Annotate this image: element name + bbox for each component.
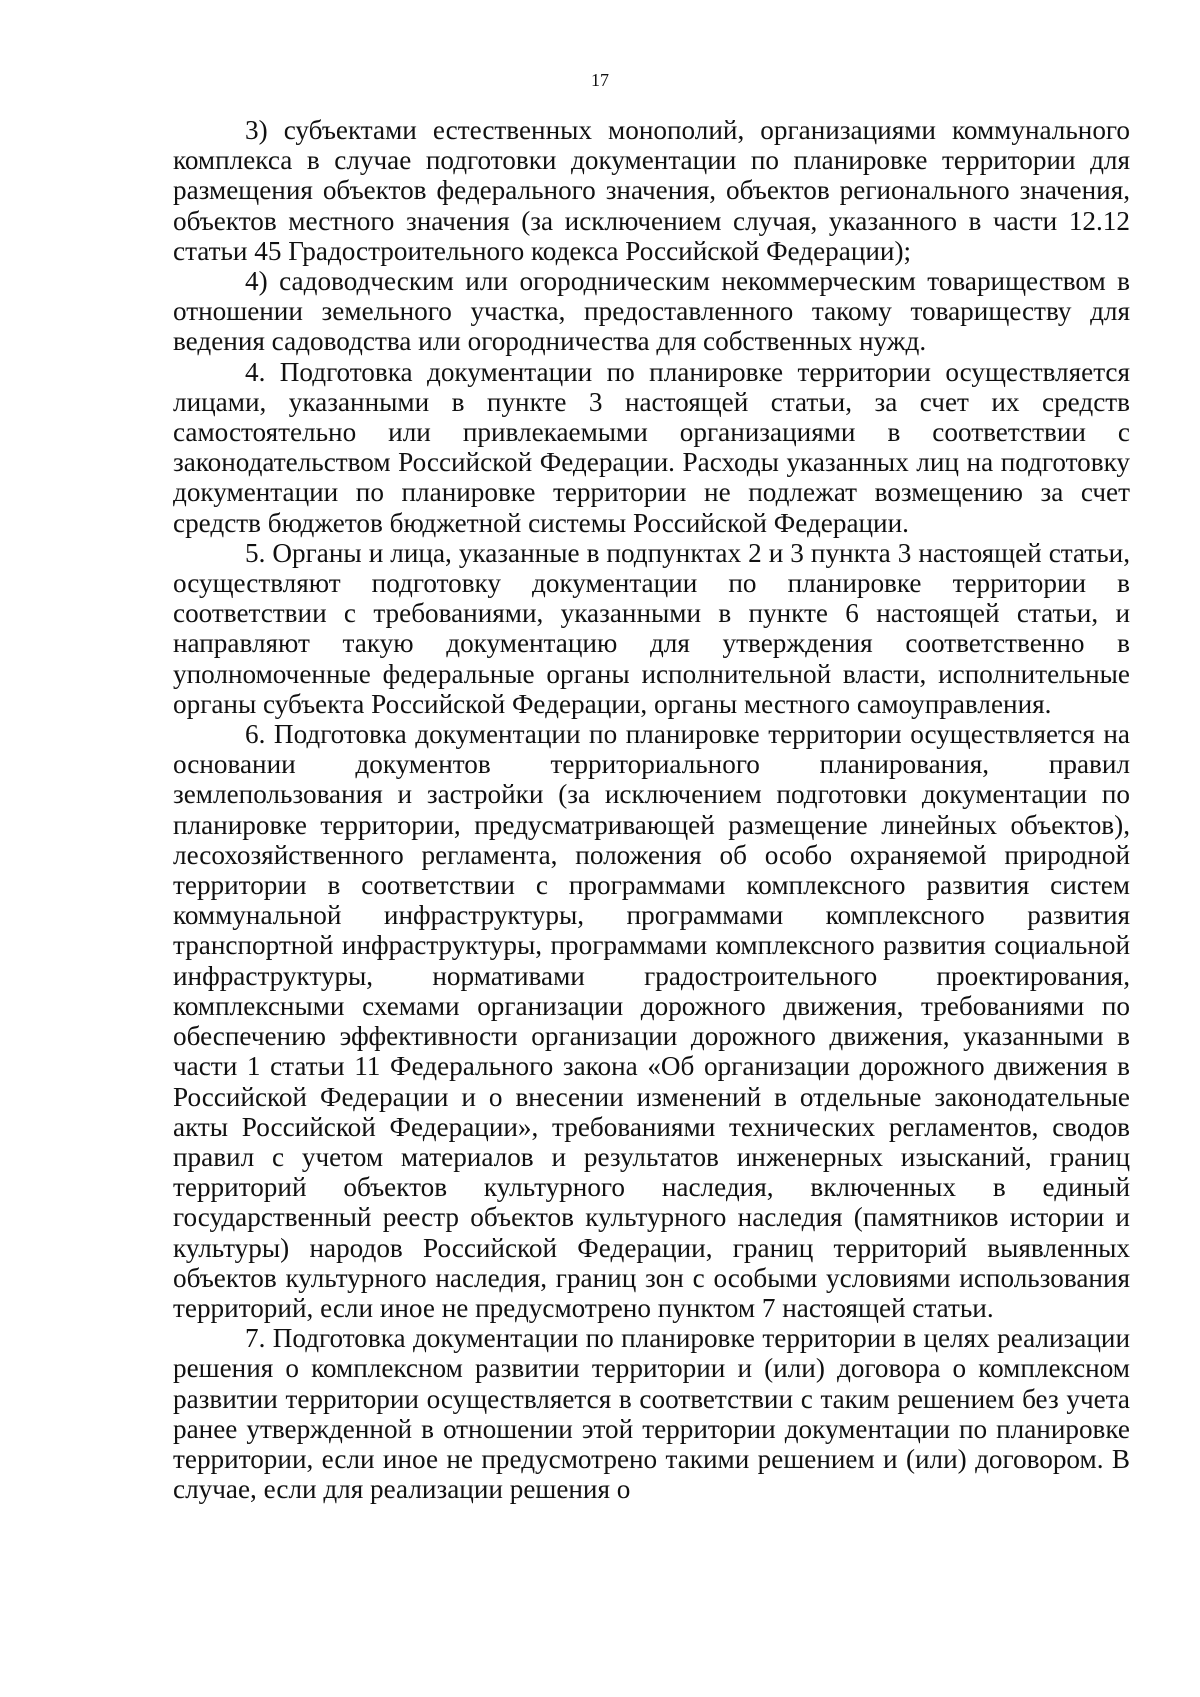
paragraph-clause-5: 5. Органы и лица, указанные в подпунктах 2 и 3 пункта 3 настоящей статьи, осуществляют подготовку документации по планировке территории в соответствии с требованиями, указанными в пункте 6 настоящей статьи, и направляют такую документацию для утверждения соответственно в уполномоченные федеральные органы исполнительной власти, исполнительные органы субъекта Российской Федерации, органы местного самоуправления. <box>173 537 1130 719</box>
paragraph-clause-4: 4. Подготовка документации по планировке территории осуществляется лицами, указанными в пункте 3 настоящей статьи, за счет их средств самостоятельно или привлекаемыми организациями в соответствии с законодательством Российской Федерации. Расходы указанных лиц на подготовку документации по планировке территории не подлежат возмещению за счет средств бюджетов бюджетной системы Российской Федерации. <box>173 356 1130 538</box>
paragraph-clause-6: 6. Подготовка документации по планировке территории осуществляется на основании документов территориального планирования, правил землепользования и застройки (за исключением подготовки документации по планировке территории, предусматривающей размещение линейных объектов), лесохозяйственного регламента, положения об особо охраняемой природной территории в соответствии с программами комплексного развития систем коммунальной инфраструктуры, программами комплексного развития транспортной инфраструктуры, программами комплексного развития социальной инфраструктуры, нормативами градостроительного проектирования, комплексными схемами организации дорожного движения, требованиями по обеспечению эффективности организации дорожного движения, указанными в части 1 статьи 11 Федерального закона «Об организации дорожного движения в Российской Федерации и о внесении изменений в отдельные законодательные акты Российской Федерации», требованиями технических регламентов, сводов правил с учетом материалов и результатов инженерных изысканий, границ территорий объектов культурного наследия, включенных в единый государственный реестр объектов культурного наследия (памятников истории и культуры) народов Российской Федерации, границ территорий выявленных объектов культурного наследия, границ зон с особыми условиями использования территорий, если иное не предусмотрено пунктом 7 настоящей статьи. <box>173 719 1130 1323</box>
paragraph-subitem-4: 4) садоводческим или огородническим некоммерческим товариществом в отношении земельного участка, предоставленного такому товариществу для ведения садоводства или огородничества для собственных нужд. <box>173 266 1130 357</box>
paragraph-subitem-3: 3) субъектами естественных монополий, организациями коммунального комплекса в случае подготовки документации по планировке территории для размещения объектов федерального значения, объектов регионального значения, объектов местного значения (за исключением случая, указанного в части 12.12 статьи 45 Градостроительного кодекса Российской Федерации); <box>173 115 1130 266</box>
paragraph-clause-7: 7. Подготовка документации по планировке территории в целях реализации решения о комплексном развитии территории и (или) договора о комплексном развитии территории осуществляется в соответствии с таким решением без учета ранее утвержденной в отношении этой территории документации по планировке территории, если иное не предусмотрено такими решением и (или) договором. В случае, если для реализации решения о <box>173 1323 1130 1505</box>
document-body <box>173 115 1130 1504</box>
page-number: 17 <box>591 70 609 90</box>
